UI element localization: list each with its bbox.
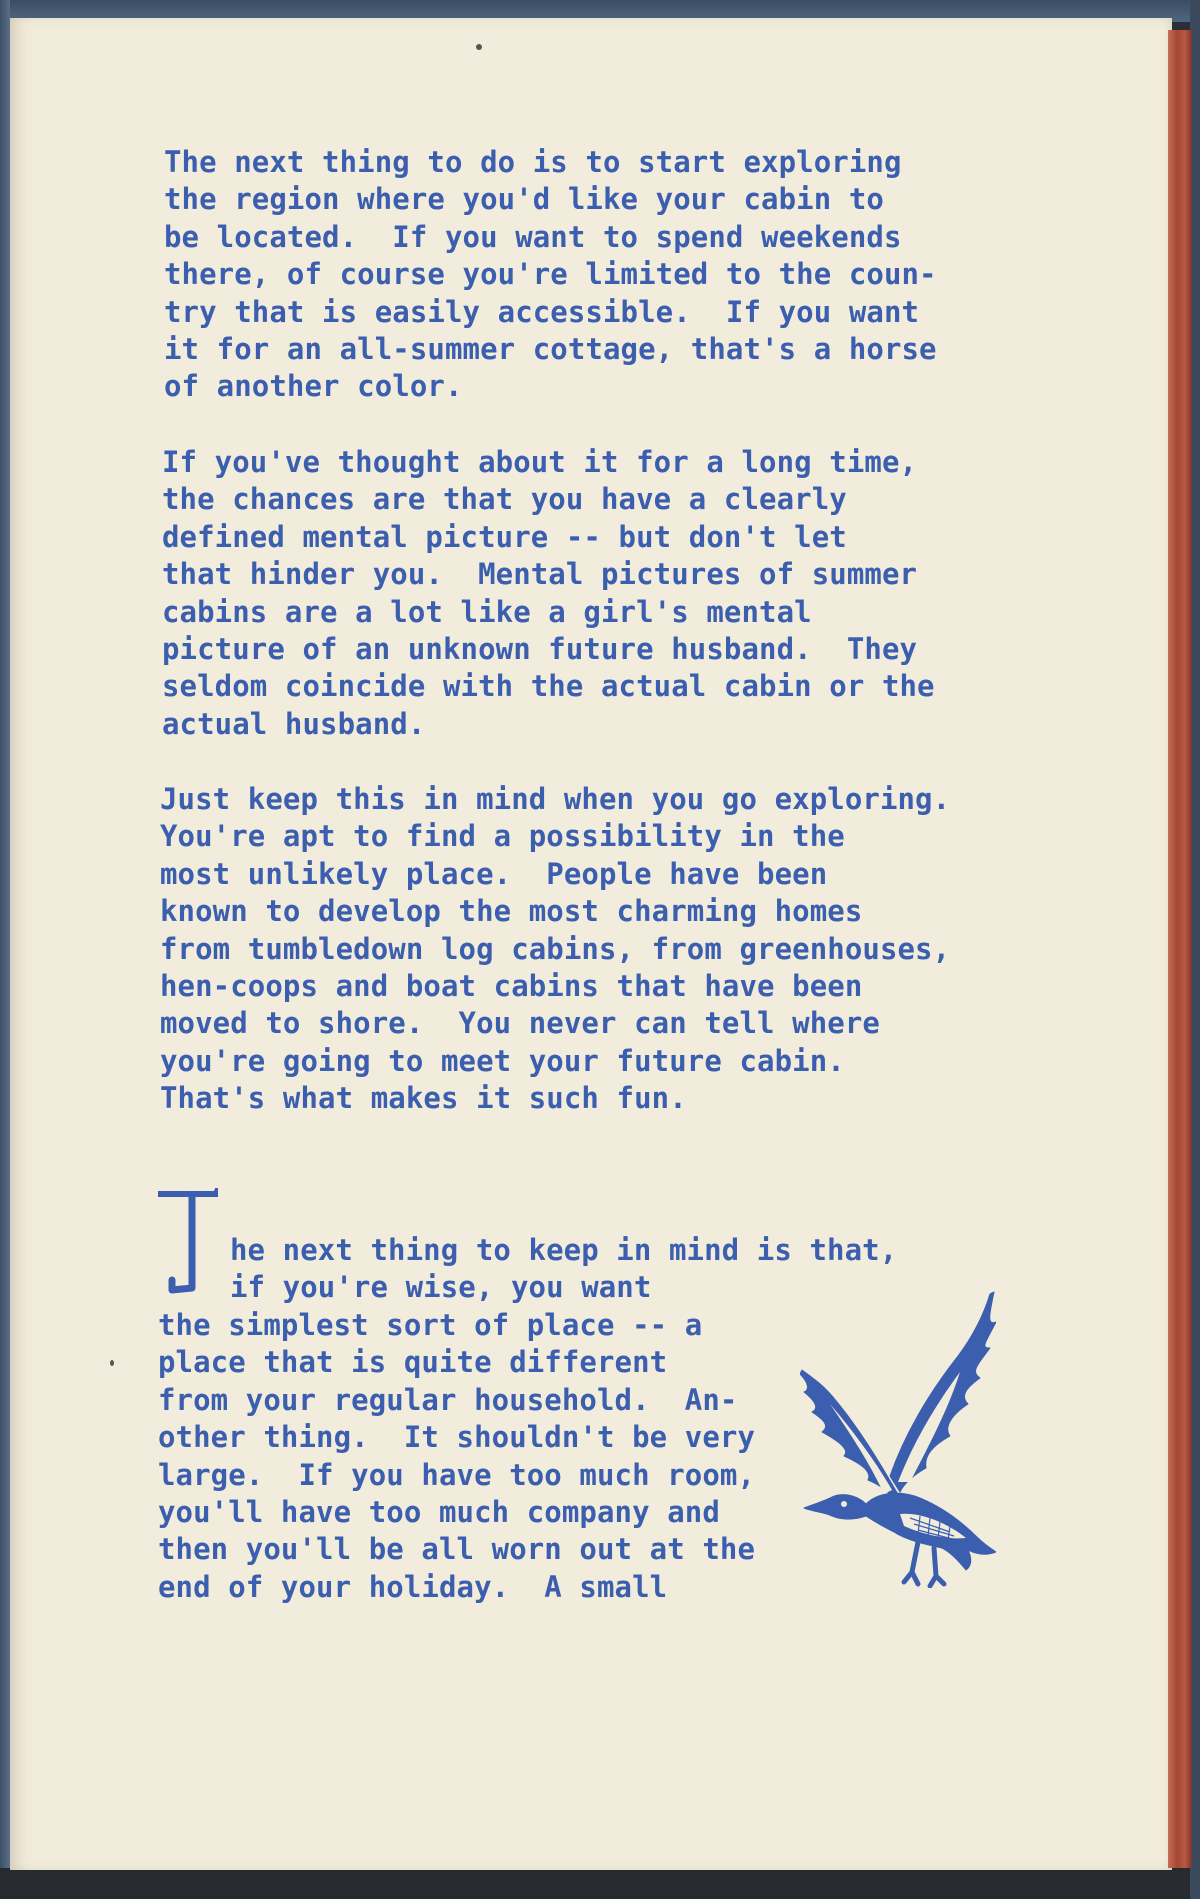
book-cover-bottom-edge — [0, 1868, 1200, 1899]
page-red-edge — [1168, 30, 1192, 1868]
paragraph-2: If you've thought about it for a long time, the chances are that you have a clearly defined mental picture -- but don't let that hinder you. Mental pictures of summer cabins are a lot like a girl's mental picture of an unknown future husband. They seldom coincide with the actual cabin or the actual husband. — [162, 445, 935, 741]
seagull-icon — [800, 1286, 996, 1588]
paragraph-1: The next thing to do is to start exploring the region where you'd like your cabin to be located. If you want to spend weekends there, of course you're limited to the coun- try that is easily accessible. If you want it for an all-summer cottage, that's a horse of another color. — [164, 145, 937, 404]
ink-speck — [476, 44, 482, 50]
paragraph-3: Just keep this in mind when you go exploring. You're apt to find a possibility in the most unlikely place. People have been known to develop the most charming homes from tumbledown log cabins, from greenhouses, hen-coops and boat cabins that have been moved to shore. You never can tell where you're going to meet your future cabin. That's what makes it such fun. — [160, 782, 951, 1116]
section-remaining-lines: the simplest sort of place -- a place that is quite different from your regular household. An- other thing. It shouldn't be very large. If you have too much room, you'll have too much company and then you'll be all worn out at the end of your holiday. A small — [158, 1308, 756, 1604]
ink-speck — [110, 1360, 114, 1366]
drop-cap-t-icon — [158, 1188, 218, 1298]
book-cover-left-edge — [0, 0, 10, 1899]
section-indented-lines: he next thing to keep in mind is that, if you're wise, you want — [230, 1233, 898, 1305]
